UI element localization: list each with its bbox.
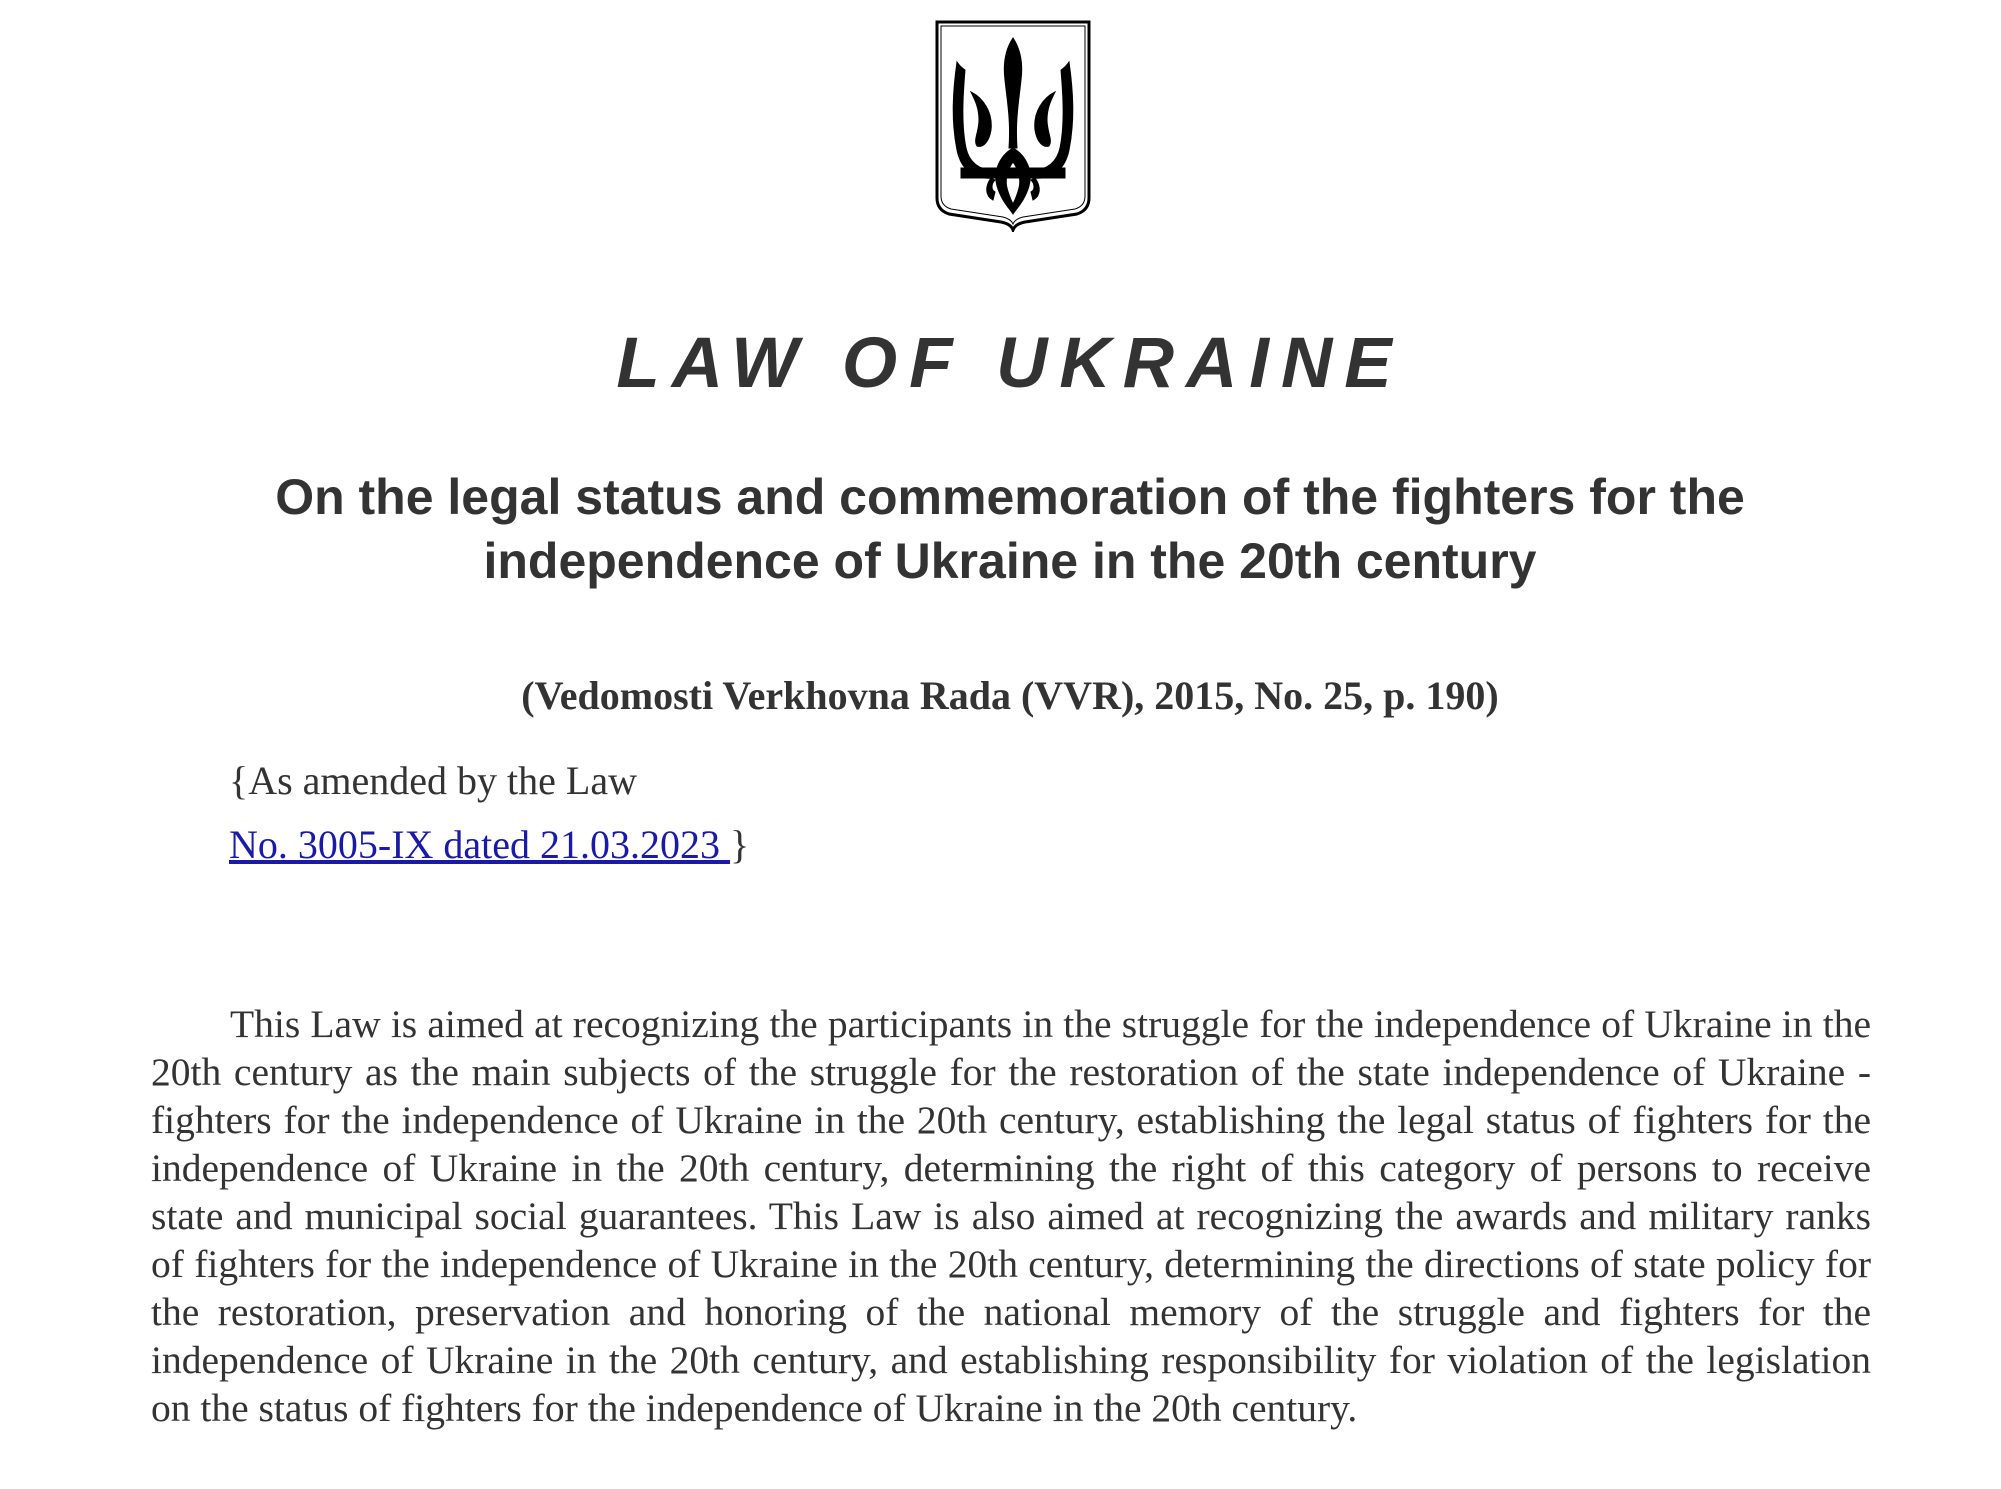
amendment-note [229,749,1129,877]
coat-of-arms-emblem [935,20,1091,232]
tryzub-coat-of-arms-icon [935,20,1091,232]
law-title: LAW OF UKRAINE [616,324,1404,403]
law-subtitle: On the legal status and commemoration of the fighters for the independence of Ukraine in the 20th century [275,469,1745,589]
publication-reference: (Vedomosti Verkhovna Rada (VVR), 2015, No. 25, p. 190) [521,673,1499,718]
preamble-paragraph: This Law is aimed at recognizing the participants in the struggle for the independence of Ukraine in the 20th century as the main subjects of the struggle for the restoration of the state independence of Ukraine - fighters for the independence of Ukraine in the 20th century, establishing the legal status of fighters for the independence of Ukraine in the 20th century, determining the right of this category of persons to receive state and municipal social guarantees. This Law is also aimed at recognizing the awards and military ranks of fighters for the independence of Ukraine in the 20th century, determining the directions of state policy for the restoration, preservation and honoring of the national memory of the struggle and fighters for the independence of Ukraine in the 20th century, and establishing responsibility for violation of the legislation on the status of fighters for the independence of Ukraine in the 20th century. [151,1002,1871,1430]
amendment-prefix: {As amended by the Law [229,758,637,803]
amendment-suffix: } [730,822,750,867]
amendment-law-link[interactable]: No. 3005-IX dated 21.03.2023 [229,822,731,867]
amendment-link-line [229,813,1129,877]
